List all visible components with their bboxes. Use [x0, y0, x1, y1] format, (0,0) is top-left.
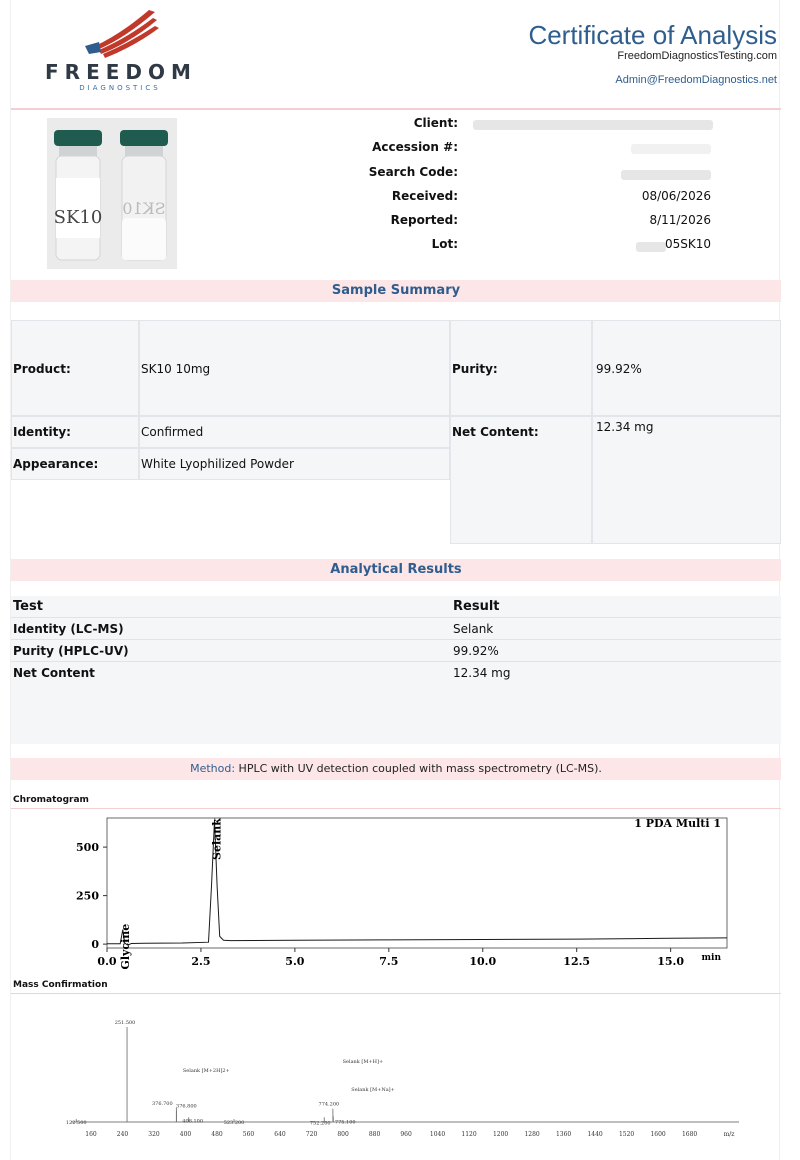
chromatogram-trace: [107, 820, 727, 945]
identity-value: Confirmed: [141, 425, 204, 439]
x-tick-label: 880: [368, 1131, 381, 1138]
result-test: Net Content: [13, 666, 95, 680]
x-tick-label: 560: [242, 1131, 255, 1138]
chromatogram-heading: Chromatogram: [13, 795, 89, 805]
x-tick-label: 0.0: [97, 955, 117, 968]
x-tick-label: m/z: [723, 1131, 735, 1138]
lot-row: [301, 237, 721, 257]
x-tick-label: 240: [116, 1131, 129, 1138]
header-divider: [11, 108, 781, 110]
redacted-accession: [631, 144, 711, 154]
product-label: Product:: [13, 362, 71, 376]
reported-row: [301, 213, 721, 233]
results-table: [11, 596, 781, 744]
redacted-lot: [636, 242, 666, 252]
method-bar: [11, 758, 781, 780]
species-annotation: Selank [M+2H]2+: [182, 1068, 230, 1074]
flag-swoosh-icon: [45, 8, 195, 60]
received-value: 08/06/2026: [641, 189, 711, 203]
result-value: Selank: [453, 622, 494, 636]
certificate-page: [10, 0, 780, 1160]
x-unit-label: min: [701, 953, 721, 963]
x-tick-label: 1520: [618, 1131, 635, 1138]
table-row: [11, 662, 781, 684]
x-tick-label: 960: [400, 1131, 412, 1138]
chromatogram-chart: [11, 810, 781, 975]
net-content-label: Net Content:: [452, 425, 539, 439]
purity-value: 99.92%: [596, 362, 642, 376]
appearance-value: White Lyophilized Powder: [141, 457, 294, 471]
x-tick-label: 12.5: [563, 955, 591, 968]
result-value: 99.92%: [453, 644, 499, 658]
peak-label: 376.700: [151, 1100, 173, 1107]
x-tick-label: 7.5: [379, 955, 399, 968]
col-test: Test: [13, 599, 43, 614]
x-tick-label: 1440: [587, 1131, 603, 1138]
product-value: SK10 10mg: [141, 362, 211, 376]
website-text: FreedomDiagnosticsTesting.com: [617, 50, 777, 62]
appearance-label: Appearance:: [13, 457, 99, 471]
peak-label: 775.100: [334, 1119, 356, 1126]
result-test: Identity (LC-MS): [13, 622, 124, 636]
peak-annotation: Selank: [210, 818, 224, 860]
redacted-search-code: [621, 170, 711, 180]
received-label: Received:: [391, 189, 458, 203]
mass-divider: [11, 993, 781, 994]
vial-label-mirror: SK10: [122, 199, 166, 218]
email-text: Admin@FreedomDiagnostics.net: [615, 74, 777, 86]
result-value: 12.34 mg: [453, 666, 511, 680]
result-test: Purity (HPLC-UV): [13, 644, 129, 658]
x-tick-label: 480: [211, 1131, 223, 1138]
document-title: Certificate of Analysis: [528, 20, 777, 50]
logo-wordmark: FREEDOM: [45, 60, 197, 84]
net-content-value: 12.34 mg: [596, 420, 654, 434]
received-row: [301, 189, 721, 209]
x-tick-label: 800: [337, 1131, 349, 1138]
search-code-label: Search Code:: [368, 165, 458, 179]
sample-photo: [47, 118, 177, 269]
x-tick-label: 1360: [555, 1131, 572, 1138]
peak-label: 774.200: [318, 1101, 340, 1108]
x-tick-label: 1200: [492, 1131, 509, 1138]
x-tick-label: 2.5: [191, 955, 211, 968]
identity-label: Identity:: [13, 425, 71, 439]
sample-summary-header: Sample Summary: [11, 280, 781, 302]
accession-row: [301, 140, 721, 160]
peak-label: 376.800: [176, 1103, 197, 1110]
peak-label: 122.500: [65, 1120, 87, 1127]
freedom-logo: [45, 8, 195, 98]
species-annotation: Selank [M+Na]+: [351, 1087, 395, 1093]
x-tick-label: 400: [179, 1131, 192, 1138]
mass-confirmation-heading: Mass Confirmation: [13, 980, 108, 990]
analytical-results-header: Analytical Results: [11, 559, 781, 581]
x-tick-label: 1680: [681, 1131, 698, 1138]
method-key: Method:: [190, 762, 236, 775]
peak-label: 251.500: [114, 1020, 136, 1026]
plot-frame: [107, 818, 727, 948]
peak-annotation: Glycine: [118, 923, 132, 970]
x-tick-label: 640: [274, 1131, 286, 1138]
y-tick-label: 250: [76, 889, 99, 903]
channel-label: 1 PDA Multi 1: [634, 817, 721, 830]
x-tick-label: 720: [305, 1131, 318, 1138]
purity-label: Purity:: [452, 362, 498, 376]
peak-label: 408.100: [182, 1118, 204, 1125]
x-tick-label: 10.0: [469, 955, 497, 968]
chromatogram-divider: [11, 808, 781, 809]
species-annotation: Selank [M+H]+: [342, 1059, 384, 1065]
x-tick-label: 320: [148, 1131, 160, 1138]
x-tick-label: 1600: [650, 1131, 666, 1138]
y-tick-label: 0: [91, 938, 99, 952]
accession-label: Accession #:: [372, 140, 458, 154]
client-row: [301, 116, 721, 136]
reported-label: Reported:: [390, 213, 458, 227]
redacted-client: [473, 120, 713, 130]
x-tick-label: 160: [85, 1131, 97, 1138]
table-row: [11, 618, 781, 640]
lot-value: 05SK10: [664, 237, 711, 251]
client-label: Client:: [413, 116, 458, 130]
peak-label: 523.200: [223, 1120, 245, 1127]
x-tick-label: 5.0: [285, 955, 305, 968]
mass-spectrum-chart: [11, 1010, 781, 1150]
reported-value: 8/11/2026: [649, 213, 711, 227]
x-tick-label: 1280: [524, 1131, 540, 1138]
method-text: HPLC with UV detection coupled with mass spectrometry (LC-MS).: [235, 762, 602, 775]
sample-summary-grid: [11, 320, 781, 544]
x-tick-label: 15.0: [657, 955, 685, 968]
lot-label: Lot:: [431, 237, 458, 251]
x-tick-label: 1120: [461, 1131, 477, 1138]
logo-subtitle: DIAGNOSTICS: [79, 84, 161, 92]
table-row: [11, 640, 781, 662]
y-tick-label: 500: [76, 841, 99, 855]
peak-label: 752.200: [309, 1120, 331, 1127]
search-code-row: [301, 165, 721, 185]
vial-label: SK10: [53, 207, 103, 228]
col-result: Result: [453, 599, 500, 614]
results-header-row: [11, 596, 781, 618]
x-tick-label: 1040: [429, 1131, 446, 1138]
